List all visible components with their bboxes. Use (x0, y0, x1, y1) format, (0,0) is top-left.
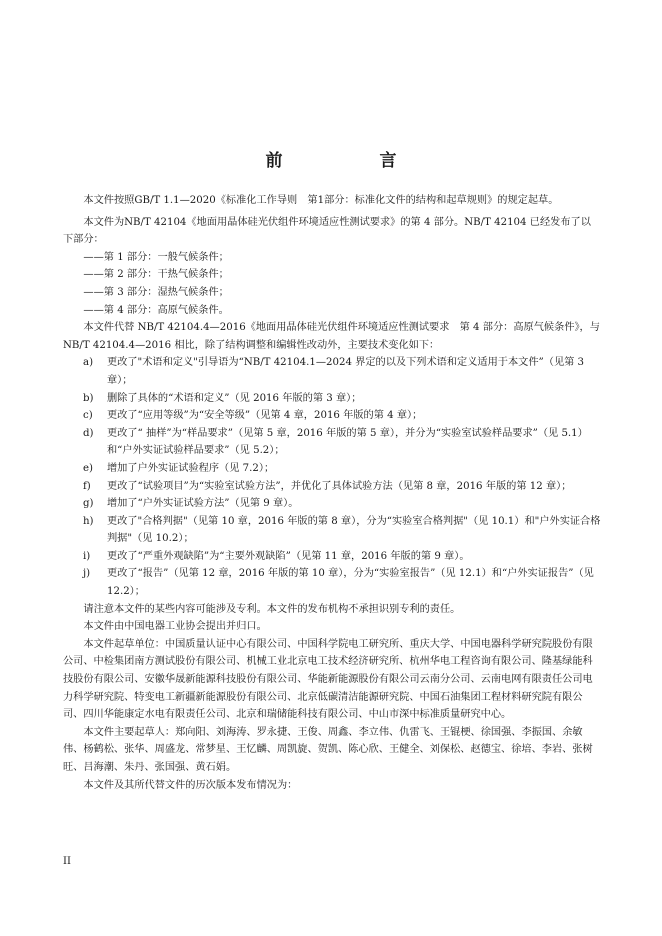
list-text: 更改了“应用等级”为“安全等级”（见第 4 章，2016 年版的第 4 章）； (107, 410, 423, 422)
patent-notice: 请注意本文件的某些内容可能涉及专利。本文件的发布机构不承担识别专利的责任。 (83, 603, 461, 615)
list-text: 增加了户外实证试验程序（见 7.2）； (107, 462, 275, 474)
changes-list (63, 354, 601, 600)
list-item (63, 565, 601, 600)
list-marker: h) (83, 515, 94, 527)
drafting-units-paragraph: 本文件起草单位：中国质量认证中心有限公司、中国科学院电工研究所、重庆大学、中国电器科学研究院股份有限公司、中检集团南方测试股份有限公司、机械工业北京电工技术经济研究所、杭州华电工程咨询有限公司、隆基绿能科技股份有限公司、安徽华晟新能源科技股份有限公司、华能新能源股份有限公司云南分公司、云南电网有限责任公司电力科学研究院、特变电工新疆新能源股份有限公司、北京低碳清洁能源研究院、中国石油集团工程材料研究院有限公司、四川华能康定水电有限责任公司、北京和瑞储能科技有限公司、中山市深中标准质量研究中心。 (63, 638, 593, 721)
list-text: 更改了"术语和定义"引导语为“NB/T 42104.1—2024 界定的以及下列术语和定义适用于本文件”（见第 3 章）； (107, 357, 585, 386)
list-item: ——第 1 部分：一般气候条件； (83, 251, 229, 263)
list-marker: c) (83, 410, 93, 422)
page-number: II (63, 856, 71, 867)
list-marker: e) (83, 462, 94, 474)
list-item (63, 390, 601, 408)
list-item (63, 495, 601, 513)
foreword-body (63, 192, 601, 794)
standard-basis-paragraph: 本文件按照GB/T 1.1—2020《标准化工作导则 第1部分：标准化文件的结构和起草规则》的规定起草。 (83, 195, 559, 206)
list-marker: a) (83, 357, 94, 369)
history-paragraph: 本文件及其所代替文件的历次版本发布情况为： (83, 779, 298, 791)
list-item (63, 425, 601, 460)
parts-list (63, 249, 601, 319)
page-title: 前 言 (265, 151, 437, 171)
list-item (63, 354, 601, 389)
list-item (63, 478, 601, 496)
list-item: ——第 2 部分：干热气候条件； (83, 269, 229, 281)
list-item: ——第 3 部分：湿热气候条件； (83, 286, 229, 298)
drafters-paragraph: 本文件主要起草人：郑向阳、刘海涛、罗永捷、王俊、周鑫、李立伟、仇雷飞、王锟梗、徐国强、李振国、余敏伟、杨鹤松、张华、周盛龙、常梦星、王忆麟、周凯旋、贺凯、陈心欣、王健全、刘保松、赵德宝、徐培、李岩、张树旺、吕海潮、朱丹、张国强、黄石娟。 (63, 726, 593, 773)
list-item (63, 460, 601, 478)
list-item (63, 513, 601, 548)
list-text: 更改了"合格判据"（见第 10 章，2016 年版的第 8 章），分为“实验室合格判据"（见 10.1）和"户外实证合格判据"（见 10.2）； (107, 515, 601, 545)
list-marker: f) (83, 480, 91, 492)
list-item (63, 407, 601, 425)
list-marker: j) (83, 568, 91, 580)
list-text: 删除了具体的“术语和定义”（见 2016 年版的第 3 章）； (107, 392, 362, 404)
list-text: 更改了“试验项目”为“实验室试验方法”，并优化了具体试验方法（见第 8 章，2016 年版的第 12 章）； (107, 480, 572, 492)
list-marker: d) (83, 427, 94, 439)
list-marker: g) (83, 498, 94, 510)
part-intro-paragraph: 本文件为NB/T 42104《地面用晶体硅光伏组件环境适应性测试要求》的第 4 部分。NB/T 42104 已经发布了以下部分： (63, 216, 591, 246)
list-text: 增加了“户外实证试验方法”（见第 9 章）。 (107, 498, 299, 510)
list-marker: b) (83, 392, 94, 404)
list-text: 更改了“报告”（见第 12 章，2016 年版的第 10 章），分为“实验室报告”（见 12.1）和“户外实证报告”（见 12.2）； (107, 568, 594, 598)
list-item: ——第 4 部分：高原气候条件。 (83, 304, 229, 316)
list-item (63, 548, 601, 566)
replacement-paragraph: 本文件代替 NB/T 42104.4—2016《地面用晶体硅光伏组件环境适应性测试要求 第 4 部分：高原气候条件》，与NB/T 42104.4—2016 相比，除了结构调整和编辑性改动外，主要技术变化如下： (63, 322, 600, 351)
list-text: 更改了“ 抽样”为“样品要求”（见第 5 章，2016 年版的第 5 章），并分为“实验室试验样品要求”（见 5.1）和“户外实证试验样品要求”（见 5.2）； (107, 427, 588, 457)
list-marker: i) (83, 550, 91, 562)
proposer-paragraph: 本文件由中国电器工业协会提出并归口。 (83, 621, 267, 633)
list-text: 更改了“严重外观缺陷”为“主要外观缺陷”（见第 11 章，2016 年版的第 9 章）。 (107, 550, 470, 562)
